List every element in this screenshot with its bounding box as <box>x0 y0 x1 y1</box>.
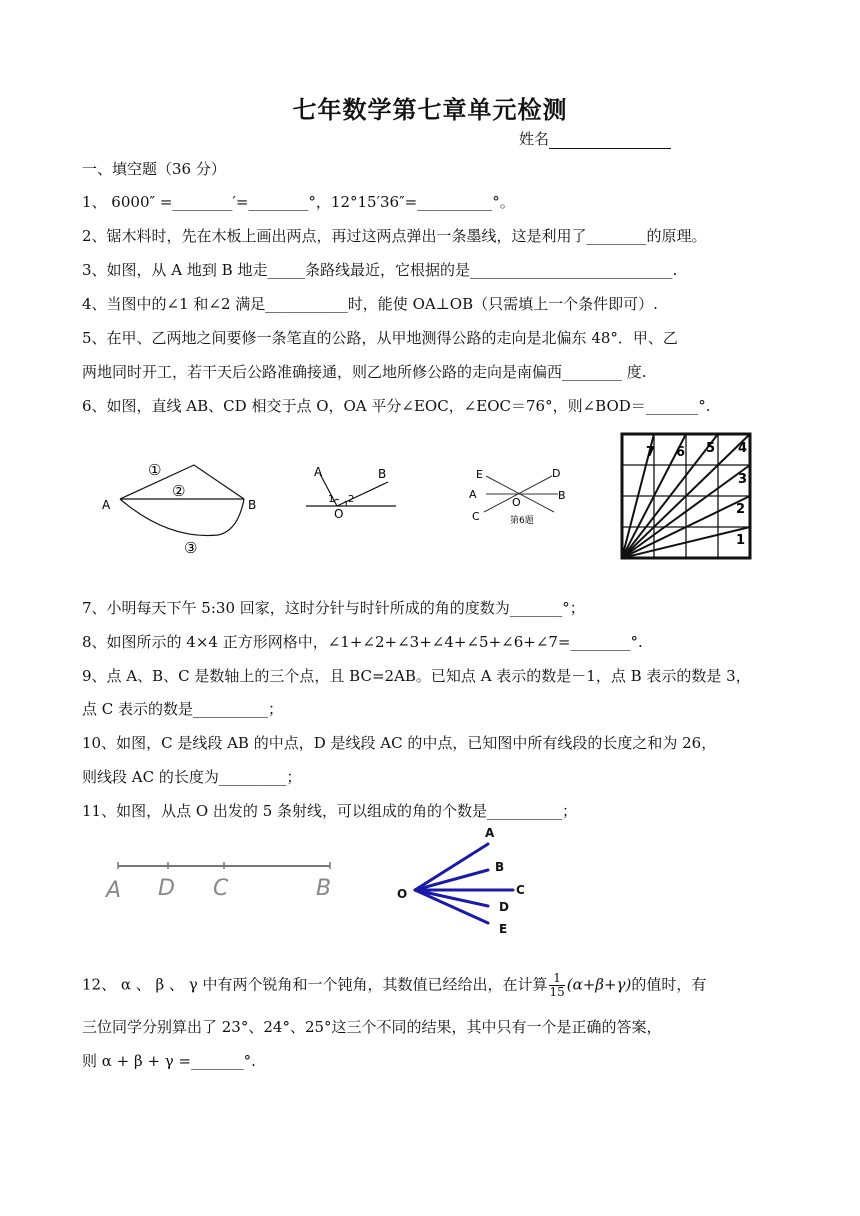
fig3-label-a: A <box>102 498 111 512</box>
question-11: 11、如图，从点 O 出发的 5 条射线，可以组成的角的个数是__________； <box>82 802 578 820</box>
fig8-angle-5: 5 <box>706 441 716 456</box>
question-12-line-2: 三位同学分别算出了 23°、24°、25°这三个不同的结果，其中只有一个是正确的答案， <box>82 1018 662 1036</box>
fig8-angle-4: 4 <box>738 441 748 456</box>
fig4-angle-1: 1 <box>328 494 335 505</box>
fig6-label-e: E <box>476 468 483 481</box>
fig11-label-e: E <box>499 922 508 936</box>
fig6-label-o: O <box>512 496 521 509</box>
figure-q3 <box>98 455 268 555</box>
section-heading: 一、填空题（36 分） <box>82 160 226 178</box>
question-12-line-3: 则 α + β + γ =_______°. <box>82 1052 256 1070</box>
figure-q6 <box>462 462 582 527</box>
question-9-line-2: 点 C 表示的数是__________； <box>82 700 284 718</box>
fig11-label-d: D <box>499 900 509 914</box>
fig6-label-b: B <box>558 489 566 502</box>
question-4: 4、当图中的∠1 和∠2 满足___________时，能使 OA⊥OB（只需填上一个条件即可）. <box>82 295 658 313</box>
fig4-label-b: B <box>378 467 387 481</box>
fig10-label-a: A <box>106 878 122 903</box>
question-10-line-1: 10、如图，C 是线段 AB 的中点，D 是线段 AC 的中点，已知图中所有线段的长度之和为 26， <box>82 734 717 752</box>
fig3-route-2: ② <box>172 482 186 500</box>
figure-q10-segment <box>100 855 350 905</box>
fig11-label-a: A <box>485 826 495 840</box>
question-7: 7、小明每天下午 5:30 回家，这时分针与时针所成的角的度数为_______°； <box>82 599 585 617</box>
fig11-label-b: B <box>495 860 505 874</box>
figure-q8-grid <box>618 430 754 562</box>
figure-q4 <box>300 462 400 522</box>
fig8-angle-3: 3 <box>738 472 748 487</box>
question-12-line-1: 12、 α 、 β 、 γ 中有两个锐角和一个钝角，其数值已经给出，在计算 $\frac{1}{15}$ (α+β+γ)的值时，有 <box>82 971 707 999</box>
question-5-line-1: 5、在甲、乙两地之间要修一条笔直的公路，从甲地测得公路的走向是北偏东 48°．甲、乙 <box>82 329 678 347</box>
question-6: 6、如图，直线 AB、CD 相交于点 O，OA 平分∠EOC，∠EOC＝76°，则∠BOD＝_______°. <box>82 397 711 415</box>
question-2: 2、锯木料时，先在木板上画出两点，再过这两点弹出一条墨线，这是利用了________的原理。 <box>82 227 707 245</box>
fig6-label-a: A <box>469 488 477 501</box>
page-title: 七年数学第七章单元检测 <box>292 95 568 124</box>
fig3-route-3: ③ <box>184 539 198 555</box>
name-label: 姓名 <box>519 130 550 148</box>
fraction: $\frac{1}{15}$ <box>549 971 565 999</box>
fig3-label-b: B <box>248 498 257 512</box>
figure-q11-rays <box>393 826 533 938</box>
fig4-label-o: O <box>334 507 344 521</box>
question-3: 3、如图，从 A 地到 B 地走_____条路线最近，它根据的是___________________________. <box>82 261 678 279</box>
fig11-label-c: C <box>516 883 525 897</box>
fig8-angle-2: 2 <box>736 502 746 517</box>
question-9-line-1: 9、点 A、B、C 是数轴上的三个点，且 BC=2AB。已知点 A 表示的数是－1，点 B 表示的数是 3， <box>82 667 751 685</box>
fig8-angle-7: 7 <box>646 445 656 460</box>
fig6-caption: 第6题 <box>510 516 534 526</box>
fig10-label-c: C <box>213 876 229 901</box>
fig10-label-d: D <box>158 876 175 901</box>
question-5-line-2: 两地同时开工，若干天后公路准确接通，则乙地所修公路的走向是南偏西________ 度. <box>82 363 647 381</box>
name-field[interactable] <box>519 128 671 149</box>
question-10-line-2: 则线段 AC 的长度为_________； <box>82 768 302 786</box>
fig6-label-d: D <box>552 467 561 480</box>
fig8-angle-6: 6 <box>676 445 686 460</box>
question-1: 1、 6000″ =________′=________°，12°15′36″=__________°。 <box>82 193 515 211</box>
fig6-label-c: C <box>472 510 480 523</box>
fig4-angle-2: 2 <box>348 494 355 505</box>
fig8-angle-1: 1 <box>736 533 746 548</box>
fig11-label-o: O <box>397 887 408 901</box>
fig10-label-b: B <box>316 876 332 901</box>
question-8: 8、如图所示的 4×4 正方形网格中，∠1+∠2+∠3+∠4+∠5+∠6+∠7=________°. <box>82 633 643 651</box>
fig4-label-a: A <box>314 465 323 479</box>
name-blank[interactable] <box>549 132 671 149</box>
fig3-route-1: ① <box>148 461 162 479</box>
